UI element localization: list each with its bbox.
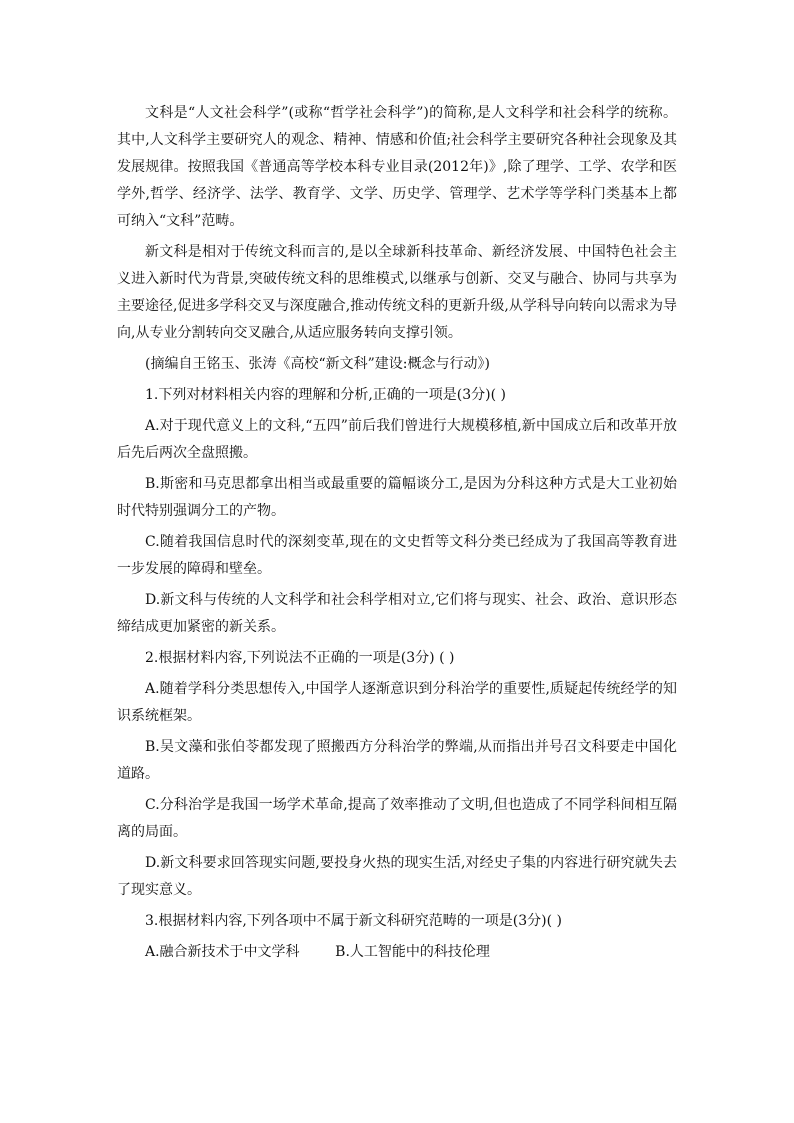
question-1-option-b: B.斯密和马克思都拿出相当或最重要的篇幅谈分工,是因为分科这种方式是大工业初始时代特别强调分工的产物。	[117, 476, 677, 519]
question-3-options-row	[117, 941, 677, 961]
question-3-option-b: B.人工智能中的科技伦理	[335, 944, 490, 960]
question-2-option-c: C.分科治学是我国一场学术革命,提高了效率推动了文明,但也造成了不同学科间相互隔离的局面。	[117, 797, 677, 840]
question-1-stem: 1.下列对材料相关内容的理解和分析,正确的一项是(3分)( )	[145, 387, 507, 403]
question-1-option-a: A.对于现代意义上的文科,“五四”前后我们曾进行大规模移植,新中国成立后和改革开放后先后两次全盘照搬。	[117, 418, 677, 461]
question-2-option-d: D.新文科要求回答现实问题,要投身火热的现实生活,对经史子集的内容进行研究就失去了现实意义。	[117, 855, 677, 898]
question-3-option-a: A.融合新技术于中文学科	[145, 944, 300, 960]
question-2-option-b: B.吴文藻和张伯苓都发现了照搬西方分科治学的弊端,从而指出并号召文科要走中国化道路。	[117, 739, 677, 782]
passage-paragraph-2: 新文科是相对于传统文科而言的,是以全球新科技革命、新经济发展、中国特色社会主义进入新时代为背景,突破传统文科的思维模式,以继承与创新、交叉与融合、协同与共享为主要途径,促进多学科交叉与深度融合,推动传统文科的更新升级,从学科导向转向以需求为导向,从专业分割转向交叉融合,从适应服务转向支撑引领。	[117, 244, 677, 341]
question-1-option-d: D.新文科与传统的人文科学和社会科学相对立,它们将与现实、社会、政治、意识形态缔结成更加紧密的新关系。	[117, 592, 677, 635]
passage-paragraph-1: 文科是“人文社会科学”(或称“哲学社会科学”)的简称,是人文科学和社会科学的统称。其中,人文科学主要研究人的观念、精神、情感和价值;社会科学主要研究各种社会现象及其发展规律。按照我国《普通高等学校本科专业目录(2012年)》,除了理学、工学、农学和医学外,哲学、经济学、法学、教育学、文学、历史学、管理学、艺术学等学科门类基本上都可纳入“文科”范畴。	[117, 105, 677, 229]
question-2-option-a: A.随着学科分类思想传入,中国学人逐渐意识到分科治学的重要性,质疑起传统经学的知识系统框架。	[117, 681, 677, 724]
question-2-stem: 2.根据材料内容,下列说法不正确的一项是(3分) ( )	[145, 650, 455, 666]
question-1-option-c: C.随着我国信息时代的深刻变革,现在的文史哲等文科分类已经成为了我国高等教育进一步发展的障碍和壁垒。	[117, 534, 677, 577]
question-3-stem: 3.根据材料内容,下列各项中不属于新文科研究范畴的一项是(3分)( )	[145, 913, 563, 929]
document-body	[117, 100, 677, 961]
passage-source: (摘编自王铭玉、张涛《高校“新文科”建设:概念与行动》)	[145, 356, 490, 372]
